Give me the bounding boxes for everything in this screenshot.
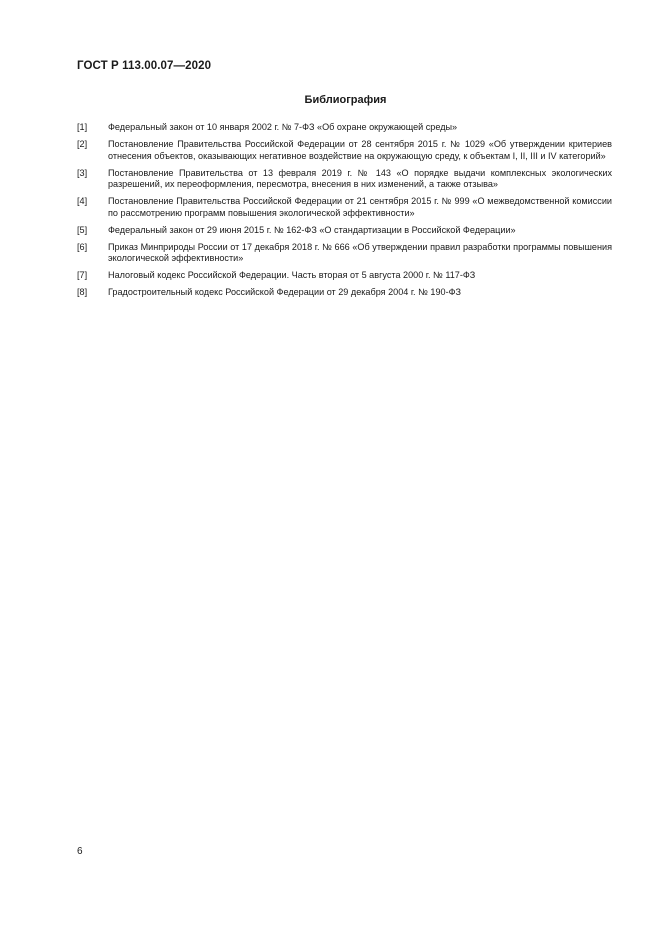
bibliography-item-number: [3]: [77, 167, 88, 178]
bibliography-item: [77, 225, 612, 237]
bibliography-item: [77, 139, 612, 162]
bibliography-item-text: Налоговый кодекс Российской Федерации. Часть вторая от 5 августа 2000 г. № 117-ФЗ: [108, 270, 476, 280]
bibliography-item-text: Градостроительный кодекс Российской Федерации от 29 декабря 2004 г. № 190-ФЗ: [108, 287, 462, 297]
bibliography-item-text: Приказ Минприроды России от 17 декабря 2018 г. № 666 «Об утверждении правил разработки программы повышения экологической эффективности»: [108, 241, 612, 263]
bibliography-item-number: [8]: [77, 287, 88, 297]
bibliography-item: [77, 168, 612, 191]
bibliography-item-text: Постановление Правительства Российской Федерации от 21 сентября 2015 г. № 999 «О межведомственной комиссии по рассмотрению программ повышения экологической эффективности»: [108, 196, 612, 218]
bibliography-item-number: [7]: [77, 270, 88, 280]
document-code: ГОСТ Р 113.00.07—2020: [77, 60, 212, 72]
bibliography-title: Библиография: [304, 94, 387, 106]
bibliography-item: [77, 270, 612, 282]
bibliography-item: [77, 242, 612, 265]
bibliography-item: [77, 122, 612, 134]
bibliography-item-number: [5]: [77, 224, 88, 235]
bibliography-list: [77, 122, 612, 304]
bibliography-item-text: Постановление Правительства Российской Федерации от 28 сентября 2015 г. № 1029 «Об утверждении критериев отнесения объектов, оказывающих негативное воздействие на окружающую среду, к объектам I, II, III и IV категорий»: [108, 139, 612, 161]
bibliography-item-number: [4]: [77, 196, 88, 206]
bibliography-item-text: Федеральный закон от 10 января 2002 г. № 7-ФЗ «Об охране окружающей среды»: [108, 122, 458, 132]
bibliography-item-text: Федеральный закон от 29 июня 2015 г. № 162-ФЗ «О стандартизации в Российской Федерации»: [108, 224, 516, 235]
bibliography-item: [77, 196, 612, 219]
bibliography-item-number: [2]: [77, 139, 88, 149]
bibliography-item-number: [6]: [77, 241, 88, 252]
page-number: 6: [77, 846, 83, 857]
bibliography-item-text: Постановление Правительства от 13 февраля 2019 г. № 143 «О порядке выдачи комплексных экологических разрешений, их переоформления, пересмотра, внесения в них изменений, а также отзыва»: [108, 167, 612, 189]
bibliography-item-number: [1]: [77, 122, 88, 132]
bibliography-item: [77, 287, 612, 299]
